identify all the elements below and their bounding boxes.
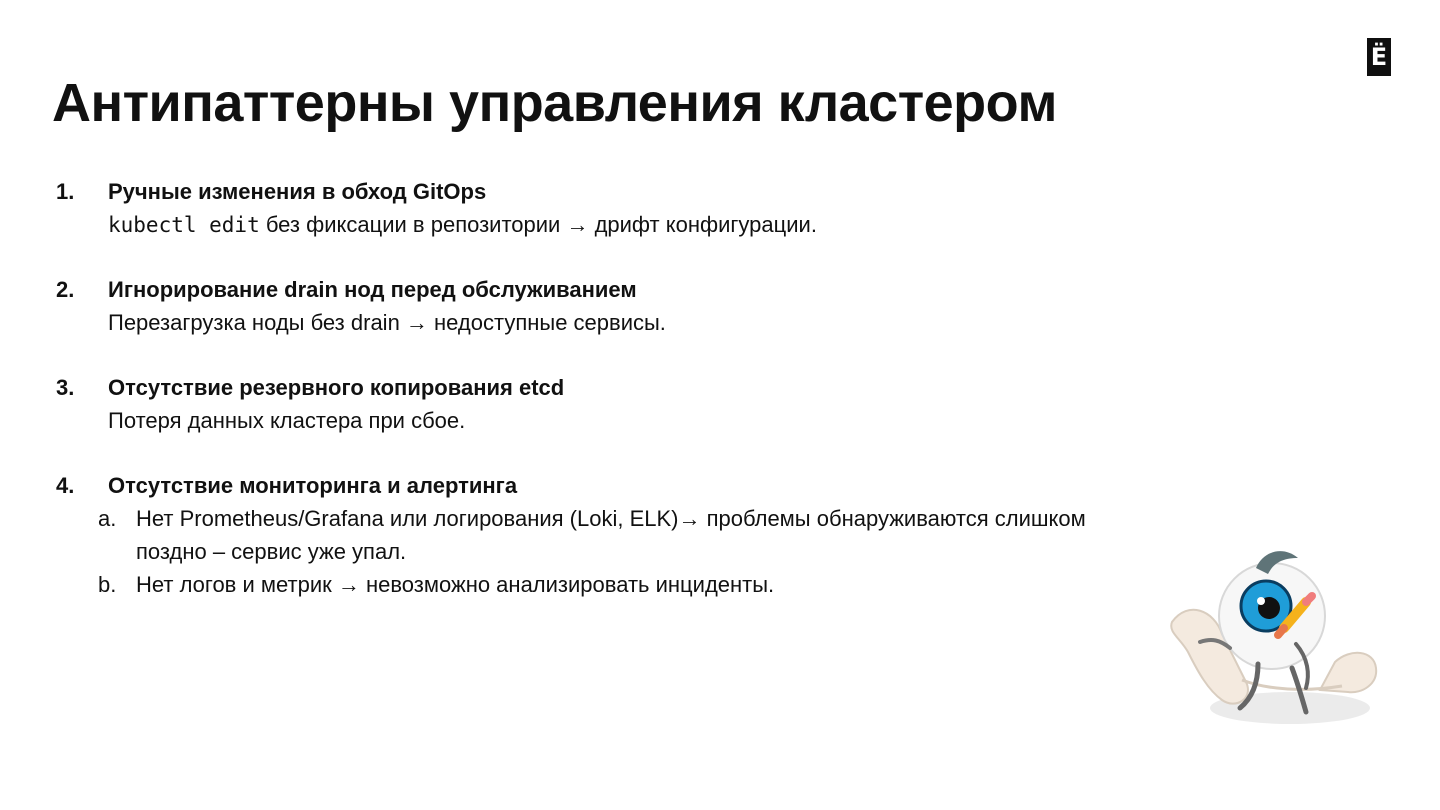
item-number: 4. (56, 473, 75, 498)
sub-list-item (98, 502, 1162, 568)
item-description: Перезагрузка ноды без drain → недоступные сервисы. (108, 310, 666, 335)
item-body (108, 372, 1162, 438)
sub-list (98, 502, 1162, 601)
item-heading: Отсутствие мониторинга и алертинга (108, 473, 518, 498)
item-number: 3. (56, 375, 75, 400)
item-description: Потеря данных кластера при сбое. (108, 408, 466, 433)
list-item (52, 372, 1162, 438)
description-text: без фиксации в репозитории → дрифт конфигурации. (259, 212, 817, 237)
sub-list-item (98, 568, 1162, 601)
list-item (52, 176, 1162, 242)
item-body (98, 470, 1162, 601)
item-heading: Ручные изменения в обход GitOps (108, 179, 487, 204)
list-item (52, 470, 1162, 601)
sub-item-letter: b. (98, 572, 117, 597)
page-title: Антипаттерны управления кластером (52, 73, 1057, 133)
antipattern-list (52, 176, 1162, 633)
code-snippet: kubectl edit (108, 213, 260, 237)
sub-item-text: Нет логов и метрик → невозможно анализировать инциденты. (136, 572, 775, 597)
item-body (108, 176, 1162, 242)
item-number: 2. (56, 277, 75, 302)
item-body (108, 274, 1162, 340)
list-item (52, 274, 1162, 340)
item-description (108, 208, 1162, 242)
item-heading: Игнорирование drain нод перед обслуживанием (108, 277, 637, 302)
item-heading: Отсутствие резервного копирования etcd (108, 375, 565, 400)
eyeball-mascot-with-pencil-and-scroll-icon (1160, 540, 1390, 730)
brand-logo: Ё (1367, 38, 1391, 76)
item-number: 1. (56, 179, 75, 204)
sub-item-letter: a. (98, 506, 117, 531)
sub-item-text: Нет Prometheus/Grafana или логирования (Loki, ELK)→ проблемы обнаруживаются слишком поздно – сервис уже упал. (136, 506, 1086, 564)
